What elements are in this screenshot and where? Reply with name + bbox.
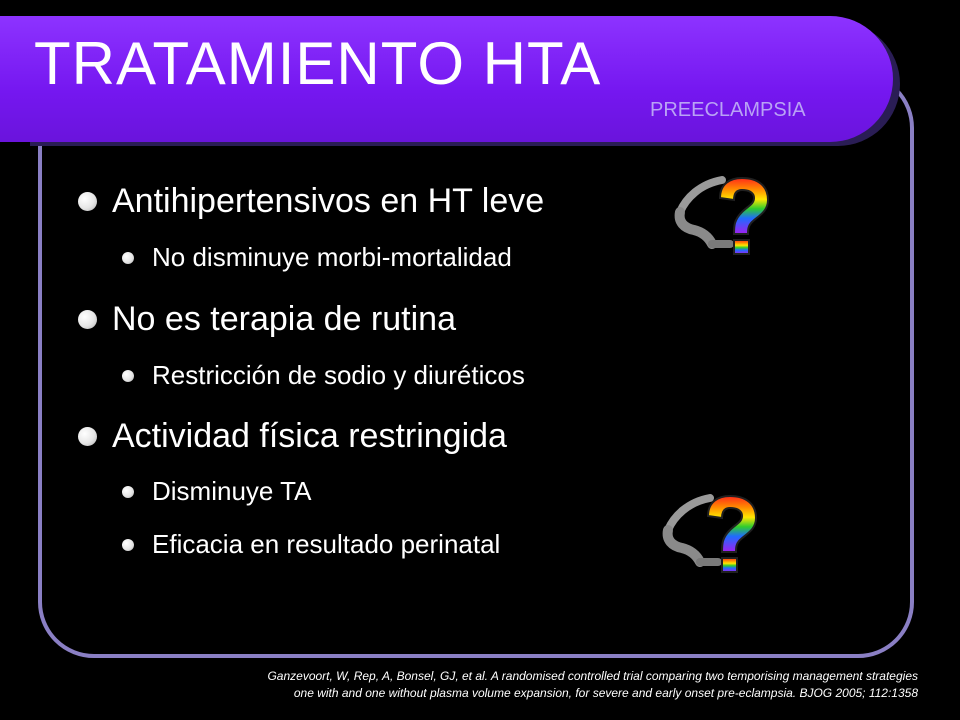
bullet-dot-icon <box>78 192 97 211</box>
slide-title: TRATAMIENTO HTA <box>34 30 602 97</box>
sub-bullet-text: Disminuye TA <box>152 476 312 506</box>
sub-bullet-item <box>152 531 500 557</box>
bullet-text: Antihipertensivos en HT leve <box>112 182 545 220</box>
sub-bullet-dot-icon <box>122 370 134 382</box>
bullet-dot-icon <box>78 310 97 329</box>
bullet-item <box>112 419 507 453</box>
bullet-text: No es terapia de rutina <box>112 300 456 338</box>
citation-line: Ganzevoort, W, Rep, A, Bonsel, GJ, et al. A randomised controlled trial comparing two temporising management strategies <box>267 669 918 683</box>
bullet-item <box>112 302 456 336</box>
bullet-dot-icon <box>78 427 97 446</box>
question-mark-rainbow-icon <box>672 172 776 264</box>
bullet-text: Actividad física restringida <box>112 417 507 455</box>
sub-bullet-item <box>152 362 525 388</box>
citation-line: one with and one without plasma volume expansion, for severe and early onset pre-eclampsia. BJOG 2005; 112:1358 <box>293 686 918 700</box>
sub-bullet-item <box>152 244 512 270</box>
sub-bullet-dot-icon <box>122 539 134 551</box>
question-mark-rainbow-icon <box>660 490 764 582</box>
sub-bullet-item <box>152 478 311 504</box>
sub-bullet-text: Eficacia en resultado perinatal <box>152 529 501 559</box>
bullet-item <box>112 184 544 218</box>
sub-bullet-dot-icon <box>122 252 134 264</box>
sub-bullet-text: No disminuye morbi-mortalidad <box>152 242 512 272</box>
slide-subtitle: PREECLAMPSIA <box>650 99 806 121</box>
citation <box>40 668 918 702</box>
sub-bullet-text: Restricción de sodio y diuréticos <box>152 360 525 390</box>
sub-bullet-dot-icon <box>122 486 134 498</box>
